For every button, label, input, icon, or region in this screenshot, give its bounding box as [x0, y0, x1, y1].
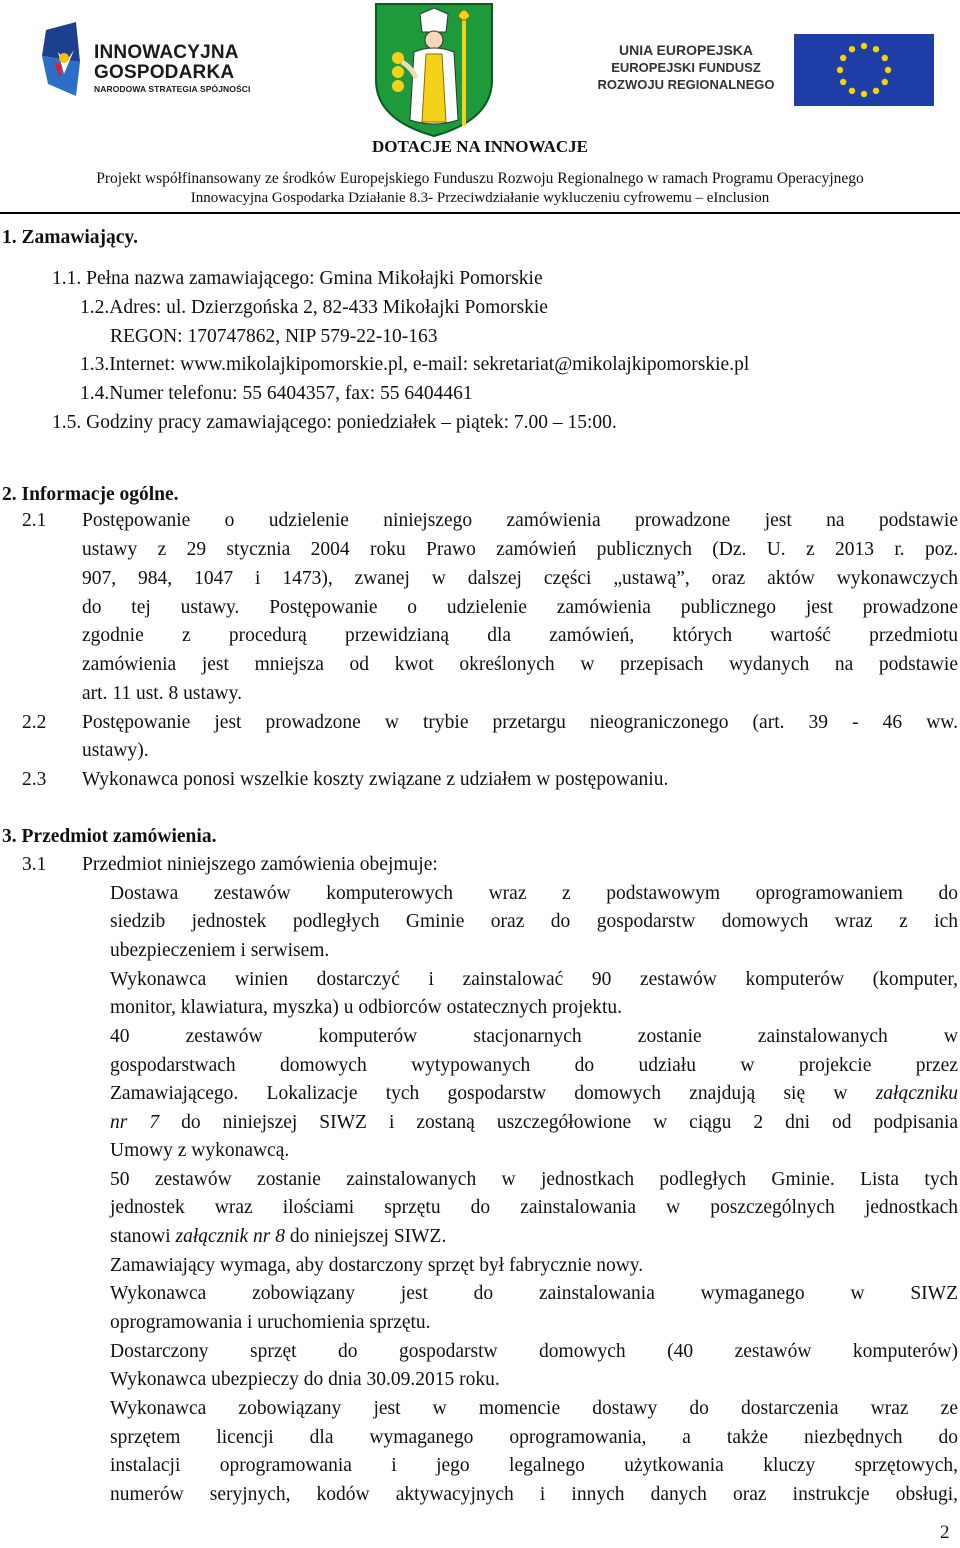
s3-c-line-4-text: do niniejszej SIWZ i zostaną uszczegółowione w ciągu 2 dni od podpisania — [181, 1112, 959, 1133]
s3-d-line-3 — [110, 1223, 446, 1252]
header-funding-line: Projekt współfinansowany ze środków Europejskiego Funduszu Rozwoju Regionalnego w ramach Programu Operacyjnego — [96, 170, 864, 187]
s3-e-line: Zamawiający wymaga, aby dostarczony sprzęt był fabrycznie nowy. — [110, 1255, 644, 1276]
s3-1-number: 3.1 — [22, 854, 47, 875]
s3-1-intro: Przedmiot niniejszego zamówienia obejmuje: — [82, 854, 438, 875]
s2-1-line: zgodnie z procedurą przewidzianą dla zamówień, których wartość przedmiotu — [82, 625, 958, 646]
s1-line-4: 1.3.Internet: www.mikolajkipomorskie.pl, e-mail: sekretariat@mikolajkipomorskie.pl — [80, 354, 750, 375]
s3-c-line: 40 zestawów komputerów stacjonarnych zostanie zainstalowanych w — [110, 1026, 958, 1047]
s3-h-line: instalacji oprogramowania i jego legalnego użytkowania kluczy sprzętowych, — [110, 1455, 958, 1476]
s1-line-1: 1.1. Pełna nazwa zamawiającego: Gmina Mikołajki Pomorskie — [52, 268, 543, 289]
attachment-8-ref: załącznik nr 8 — [175, 1226, 285, 1247]
s2-1-line: ustawy z 29 stycznia 2004 roku Prawo zamówień publicznych (Dz. U. z 2013 r. poz. — [82, 539, 958, 560]
s3-d-line-3-c: do niniejszej SIWZ. — [289, 1226, 447, 1247]
s3-f-line: Wykonawca zobowiązany jest do zainstalowania wymaganego w SIWZ — [110, 1283, 958, 1304]
s3-h-line: sprzętem licencji dla wymaganego oprogramowania, a także niezbędnych do — [110, 1427, 958, 1448]
s3-h-line: numerów seryjnych, kodów aktywacyjnych i innych danych oraz instrukcje obsługi, — [110, 1484, 958, 1505]
attachment-7-ref: załączniku — [875, 1083, 959, 1104]
s1-line-3: REGON: 170747862, NIP 579-22-10-163 — [110, 326, 438, 347]
s2-1-line: 907, 984, 1047 i 1473), zwanej w dalszej części „ustawą”, oraz aktów wykonawczych — [82, 568, 958, 589]
s1-line-6: 1.5. Godziny pracy zamawiającego: poniedziałek – piątek: 7.00 – 15:00. — [52, 412, 617, 433]
section-2-heading: 2. Informacje ogólne. — [2, 484, 179, 505]
logo-ue-line1: UNIA EUROPEJSKA — [618, 42, 754, 58]
s3-c-line: gospodarstwach domowych wytypowanych do udziału w projekcie przez — [110, 1055, 958, 1076]
logo-ue-line3: ROZWOJU REGIONALNEGO — [597, 77, 775, 92]
s3-a-last-line: ubezpieczeniem i serwisem. — [110, 940, 330, 961]
s3-a-line: Dostawa zestawów komputerowych wraz z podstawowym oprogramowaniem do — [110, 883, 958, 904]
logo-ig-line1: INNOWACYJNA — [94, 42, 239, 63]
s2-3-line: Wykonawca ponosi wszelkie koszty związane z udziałem w postępowaniu. — [82, 769, 669, 790]
s3-b-line: Wykonawca winien dostarczyć i zainstalować 90 zestawów komputerów (komputer, — [110, 969, 958, 990]
s2-2-last-line: ustawy). — [82, 740, 149, 761]
s3-g-last-line: Wykonawca ubezpieczy do dnia 30.09.2015 roku. — [110, 1369, 500, 1390]
s2-1-line: Postępowanie o udzielenie niniejszego zamówienia prowadzone jest na podstawie — [82, 510, 958, 531]
s2-1-line: do tej ustawy. Postępowanie o udzielenie zamówienia publicznego jest prowadzone — [82, 597, 958, 618]
s2-1-line: zamówienia jest mniejsza od kwot określonych w przepisach wydanych na podstawie — [82, 654, 958, 675]
logo-ue-line2: EUROPEJSKI FUNDUSZ — [611, 60, 761, 75]
s3-d-line-3-a: stanowi — [110, 1226, 171, 1247]
header-title: DOTACJE NA INNOWACJE — [372, 137, 588, 156]
s1-line-5: 1.4.Numer telefonu: 55 6404357, fax: 55 6404461 — [80, 383, 473, 404]
s2-1-number: 2.1 — [22, 510, 47, 531]
eu-regional-fund-logo — [592, 28, 940, 110]
s2-1-last-line: art. 11 ust. 8 ustawy. — [82, 683, 242, 704]
s3-c-last-line: Umowy z wykonawcą. — [110, 1140, 290, 1161]
eu-flag-icon — [794, 34, 934, 106]
header-divider — [0, 212, 960, 214]
attachment-7-ref-cont: nr 7 — [110, 1112, 160, 1133]
logo-ig-line2: GOSPODARKA — [94, 62, 235, 83]
s1-line-2: 1.2.Adres: ul. Dzierzgońska 2, 82-433 Mikołajki Pomorskie — [80, 297, 548, 318]
s2-3-number: 2.3 — [22, 769, 47, 790]
s3-c-line-3 — [110, 1080, 958, 1109]
s3-c-line-3-text: Zamawiającego. Lokalizacje tych gospodarstw domowych znajdują się w — [110, 1083, 848, 1104]
s3-d-line: 50 zestawów zostanie zainstalowanych w jednostkach podległych Gminie. Lista tych — [110, 1169, 958, 1190]
s3-b-last-line: monitor, klawiatura, myszka) u odbiorców ostatecznych projektu. — [110, 997, 623, 1018]
s3-d-line: jednostek wraz ilościami sprzętu do zainstalowania w poszczególnych jednostkach — [110, 1197, 958, 1218]
coat-of-arms-emblem — [372, 2, 496, 138]
section-1-heading: 1. Zamawiający. — [2, 227, 138, 248]
s2-2-line: Postępowanie jest prowadzone w trybie przetargu nieograniczonego (art. 39 - 46 ww. — [82, 712, 958, 733]
s3-f-last-line: oprogramowania i uruchomienia sprzętu. — [110, 1312, 431, 1333]
s3-a-line: siedzib jednostek podległych Gminie oraz do gospodarstw domowych wraz z ich — [110, 911, 958, 932]
s3-h-line: Wykonawca zobowiązany jest w momencie dostawy do dostarczenia wraz ze — [110, 1398, 958, 1419]
section-3-heading: 3. Przedmiot zamówienia. — [2, 826, 217, 847]
s3-c-line-4 — [110, 1109, 958, 1138]
s3-g-line: Dostarczony sprzęt do gospodarstw domowych (40 zestawów komputerów) — [110, 1341, 958, 1362]
logo-ig-line3: NARODOWA STRATEGIA SPÓJNOŚCI — [94, 84, 251, 94]
page-number: 2 — [940, 1522, 950, 1543]
header-program-line: Innowacyjna Gospodarka Działanie 8.3- Przeciwdziałanie wykluczeniu cyfrowemu – eInclusion — [190, 190, 770, 206]
s2-2-number: 2.2 — [22, 712, 47, 733]
innowacyjna-gospodarka-logo — [36, 22, 266, 102]
